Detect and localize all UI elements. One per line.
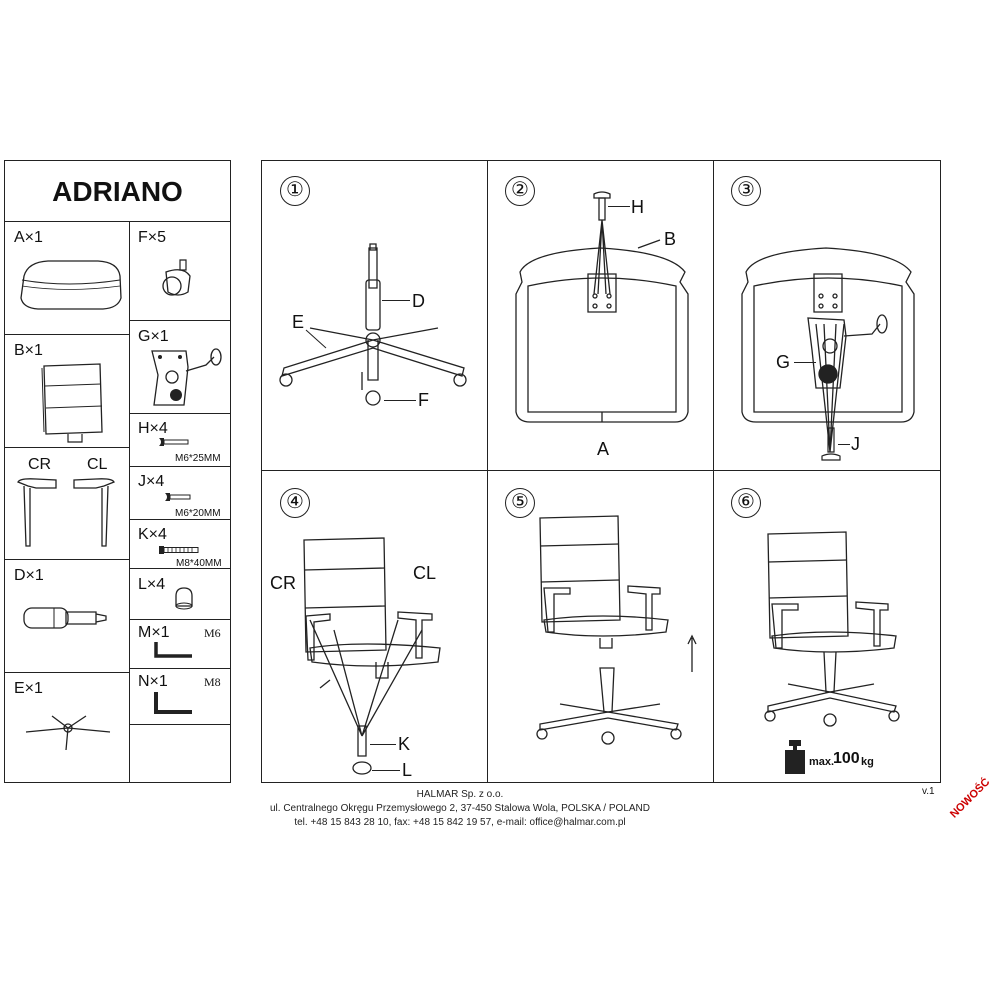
- step-1-label-f: F: [418, 390, 429, 410]
- part-n-spec: M8: [204, 675, 221, 689]
- new-stamp: NOWOŚĆ: [948, 776, 993, 821]
- max-load-unit: kg: [861, 756, 874, 768]
- footer-address: ul. Centralnego Okręgu Przemysłowego 2, 37-450 Stalowa Wola, POLSKA / POLAND: [269, 803, 650, 814]
- step-4-label-cl: CL: [413, 563, 437, 583]
- step-3-leader-j: [838, 444, 850, 445]
- part-a-label: A×1: [14, 229, 43, 246]
- parts-row-divider: [4, 447, 130, 448]
- step-5-number: ⑤: [505, 488, 535, 518]
- step-1-leader-e: [306, 330, 328, 350]
- step-4-number: ④: [280, 488, 310, 518]
- parts-row-divider: [129, 668, 231, 669]
- step-4-leader-l: [372, 770, 400, 771]
- bolt-j-icon: [164, 492, 192, 502]
- parts-row-divider: [129, 466, 231, 467]
- seat-cushion-icon: [18, 258, 124, 312]
- step-2-leader-h: [608, 206, 630, 207]
- step-6-number: ⑥: [731, 488, 761, 518]
- part-e-label: E×1: [14, 680, 43, 697]
- backrest-icon: [38, 362, 106, 444]
- part-h-label: H×4: [138, 420, 168, 437]
- caster-wheel-icon: [158, 258, 200, 300]
- step-5-chair-on-base-illustration: [520, 512, 710, 752]
- step-3-bolt-j-icon: [822, 428, 840, 462]
- part-j-spec: M6*20MM: [175, 508, 221, 519]
- step-1-leader-d: [382, 300, 410, 301]
- parts-row-divider: [4, 672, 130, 673]
- product-title: ADRIANO: [52, 176, 183, 207]
- step-2-number: ②: [505, 176, 535, 206]
- step-3-number: ③: [731, 176, 761, 206]
- part-n-label: N×1: [138, 673, 168, 690]
- step-2-label-a: A: [597, 439, 610, 459]
- tilt-mechanism-icon: [148, 345, 228, 411]
- hex-key-n-icon: [152, 690, 196, 718]
- part-b-label: B×1: [14, 342, 43, 359]
- part-k-label: K×4: [138, 526, 167, 543]
- step-2-label-h: H: [631, 197, 644, 217]
- part-d-label: D×1: [14, 567, 44, 584]
- step-3-label-g: G: [776, 352, 791, 372]
- part-m-label: M×1: [138, 624, 170, 641]
- footer-company: HALMAR Sp. z o.o.: [416, 789, 504, 800]
- parts-column-divider: [129, 221, 130, 783]
- parts-row-divider: [129, 320, 231, 321]
- step-3-label-j: J: [851, 434, 860, 454]
- parts-row-divider: [129, 519, 231, 520]
- cap-l-icon: [172, 586, 194, 610]
- step-1-label-d: D: [412, 291, 425, 311]
- step-4-label-l: L: [402, 760, 413, 780]
- weight-icon: [783, 740, 807, 774]
- part-cl-label: CL: [87, 456, 108, 473]
- step-1-number: ①: [280, 176, 310, 206]
- parts-row-divider: [129, 724, 231, 725]
- gas-lift-icon: [22, 604, 112, 632]
- bolt-k-icon: [158, 545, 200, 555]
- step-2-seat-backplate-illustration: [510, 190, 695, 430]
- version-label: v.1: [922, 786, 935, 797]
- hex-key-m-icon: [152, 640, 196, 662]
- part-l-label: L×4: [138, 576, 166, 593]
- steps-row-divider: [261, 470, 941, 471]
- part-f-label: F×5: [138, 229, 167, 246]
- parts-row-divider: [4, 559, 130, 560]
- step-3-leader-g: [794, 362, 816, 363]
- title-row-divider: [4, 221, 231, 222]
- step-4-label-k: K: [398, 734, 411, 754]
- armrest-right-icon: [16, 476, 60, 552]
- step-6-finished-chair-illustration: [748, 528, 908, 728]
- part-g-label: G×1: [138, 328, 169, 345]
- part-h-spec: M6*25MM: [175, 453, 221, 464]
- steps-col-divider: [487, 160, 488, 783]
- step-4-label-cr: CR: [270, 573, 296, 593]
- part-j-label: J×4: [138, 473, 165, 490]
- star-base-icon: [22, 712, 114, 752]
- steps-col-divider: [713, 160, 714, 783]
- step-1-label-e: E: [292, 312, 305, 332]
- max-load-value: 100: [833, 750, 860, 767]
- max-load-prefix: max.: [809, 756, 835, 768]
- part-k-spec: M8*40MM: [176, 558, 222, 569]
- part-cr-label: CR: [28, 456, 52, 473]
- step-2-label-b: B: [664, 229, 677, 249]
- armrest-left-icon: [72, 476, 116, 552]
- step-3-mechanism-illustration: [736, 240, 921, 460]
- parts-row-divider: [4, 334, 130, 335]
- parts-row-divider: [129, 413, 231, 414]
- part-m-spec: M6: [204, 626, 221, 640]
- footer-contact: tel. +48 15 843 28 10, fax: +48 15 842 19 57, e-mail: office@halmar.com.pl: [294, 817, 626, 828]
- parts-row-divider: [129, 619, 231, 620]
- step-1-leader-f: [384, 400, 416, 401]
- bolt-h-icon: [158, 437, 190, 447]
- step-4-leader-k: [370, 744, 396, 745]
